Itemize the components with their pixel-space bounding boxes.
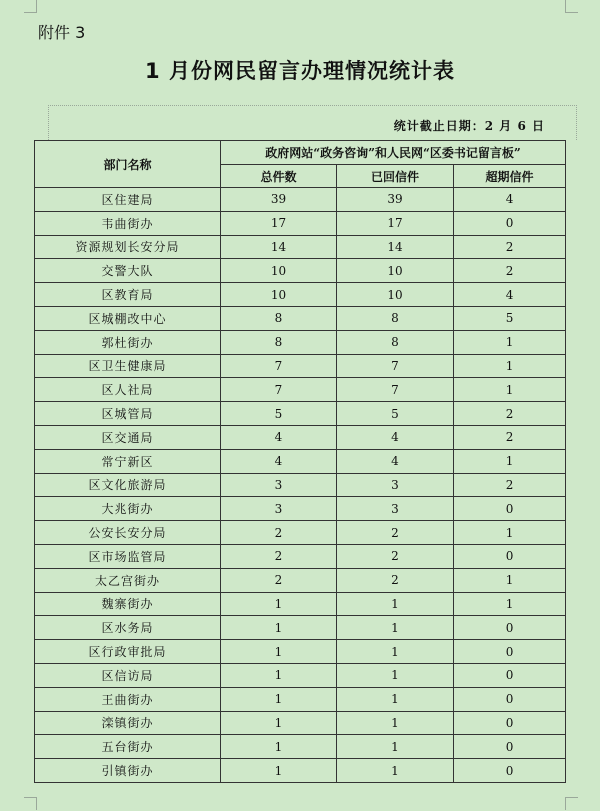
replied-cell: 1 [337, 711, 454, 735]
overdue-cell: 0 [454, 211, 566, 235]
col-replied-header: 已回信件 [337, 165, 454, 188]
replied-cell: 8 [337, 330, 454, 354]
total-cell: 2 [221, 521, 337, 545]
replied-cell: 1 [337, 759, 454, 783]
total-cell: 4 [221, 449, 337, 473]
total-cell: 8 [221, 306, 337, 330]
overdue-cell: 1 [454, 354, 566, 378]
total-cell: 7 [221, 378, 337, 402]
total-cell: 1 [221, 592, 337, 616]
col-overdue-header: 超期信件 [454, 165, 566, 188]
stat-date: 统计截止日期：2 月 6 日 [393, 119, 545, 133]
overdue-cell: 0 [454, 687, 566, 711]
overdue-cell: 1 [454, 521, 566, 545]
table-row [35, 306, 566, 330]
total-cell: 1 [221, 663, 337, 687]
total-cell: 1 [221, 640, 337, 664]
total-cell: 3 [221, 473, 337, 497]
overdue-cell: 0 [454, 759, 566, 783]
replied-cell: 1 [337, 687, 454, 711]
dept-name-cell: 五台街办 [35, 735, 221, 759]
total-cell: 10 [221, 259, 337, 283]
dept-name-cell: 常宁新区 [35, 449, 221, 473]
replied-cell: 5 [337, 402, 454, 426]
dept-name-cell: 滦镇街办 [35, 711, 221, 735]
overdue-cell: 0 [454, 616, 566, 640]
margin-mark-top-left [24, 0, 37, 13]
col-total-header: 总件数 [221, 165, 337, 188]
overdue-cell: 4 [454, 188, 566, 212]
dept-name-cell: 魏寨街办 [35, 592, 221, 616]
total-cell: 1 [221, 735, 337, 759]
total-cell: 14 [221, 235, 337, 259]
replied-cell: 1 [337, 735, 454, 759]
replied-cell: 3 [337, 473, 454, 497]
attachment-label: 附件 3 [38, 23, 86, 42]
total-cell: 1 [221, 616, 337, 640]
replied-cell: 1 [337, 616, 454, 640]
dept-name-cell: 区人社局 [35, 378, 221, 402]
total-cell: 8 [221, 330, 337, 354]
dept-name-cell: 区行政审批局 [35, 640, 221, 664]
table-row [35, 425, 566, 449]
total-cell: 10 [221, 283, 337, 307]
overdue-cell: 0 [454, 711, 566, 735]
replied-cell: 4 [337, 425, 454, 449]
total-cell: 2 [221, 544, 337, 568]
table-row [35, 568, 566, 592]
table-row [35, 283, 566, 307]
total-cell: 5 [221, 402, 337, 426]
dept-name-cell: 区市场监管局 [35, 544, 221, 568]
dept-name-cell: 区交通局 [35, 425, 221, 449]
dept-name-cell: 王曲街办 [35, 687, 221, 711]
dept-name-cell: 公安长安分局 [35, 521, 221, 545]
replied-cell: 7 [337, 378, 454, 402]
dept-name-cell: 韦曲街办 [35, 211, 221, 235]
replied-cell: 14 [337, 235, 454, 259]
table-row [35, 211, 566, 235]
table-row [35, 473, 566, 497]
total-cell: 1 [221, 759, 337, 783]
overdue-cell: 2 [454, 235, 566, 259]
overdue-cell: 1 [454, 330, 566, 354]
replied-cell: 1 [337, 663, 454, 687]
table-row [35, 378, 566, 402]
dept-header: 部门名称 [35, 141, 221, 188]
table-row [35, 449, 566, 473]
table-row [35, 759, 566, 783]
table-row [35, 235, 566, 259]
dept-name-cell: 区城管局 [35, 402, 221, 426]
replied-cell: 2 [337, 521, 454, 545]
dept-name-cell: 引镇街办 [35, 759, 221, 783]
overdue-cell: 0 [454, 663, 566, 687]
page-title: 1 月份网民留言办理情况统计表 [145, 59, 455, 83]
replied-cell: 17 [337, 211, 454, 235]
table-row [35, 735, 566, 759]
dept-name-cell: 区教育局 [35, 283, 221, 307]
table-row [35, 687, 566, 711]
table-row [35, 544, 566, 568]
replied-cell: 2 [337, 568, 454, 592]
total-cell: 1 [221, 711, 337, 735]
total-cell: 7 [221, 354, 337, 378]
replied-cell: 1 [337, 640, 454, 664]
overdue-cell: 0 [454, 497, 566, 521]
dept-name-cell: 区水务局 [35, 616, 221, 640]
report-table [34, 140, 566, 783]
total-cell: 3 [221, 497, 337, 521]
group-header: 政府网站“政务咨询”和人民网“区委书记留言板” [221, 141, 566, 165]
replied-cell: 10 [337, 259, 454, 283]
dept-name-cell: 资源规划长安分局 [35, 235, 221, 259]
table-row [35, 402, 566, 426]
dept-name-cell: 区城棚改中心 [35, 306, 221, 330]
table-row [35, 711, 566, 735]
margin-mark-top-right [565, 0, 578, 13]
total-cell: 39 [221, 188, 337, 212]
table-row [35, 354, 566, 378]
dept-name-cell: 区卫生健康局 [35, 354, 221, 378]
dept-name-cell: 区住建局 [35, 188, 221, 212]
table-header-row [35, 141, 566, 165]
overdue-cell: 2 [454, 425, 566, 449]
table-row [35, 616, 566, 640]
overdue-cell: 0 [454, 735, 566, 759]
replied-cell: 1 [337, 592, 454, 616]
table-row [35, 330, 566, 354]
dept-name-cell: 大兆街办 [35, 497, 221, 521]
dept-name-cell: 区信访局 [35, 663, 221, 687]
total-cell: 2 [221, 568, 337, 592]
table-row [35, 640, 566, 664]
overdue-cell: 1 [454, 568, 566, 592]
table-row [35, 521, 566, 545]
overdue-cell: 2 [454, 473, 566, 497]
table-body [35, 188, 566, 783]
overdue-cell: 1 [454, 592, 566, 616]
replied-cell: 10 [337, 283, 454, 307]
table-row [35, 663, 566, 687]
overdue-cell: 0 [454, 544, 566, 568]
dept-name-cell: 太乙宫街办 [35, 568, 221, 592]
table-row [35, 259, 566, 283]
overdue-cell: 2 [454, 402, 566, 426]
table-row [35, 497, 566, 521]
dept-name-cell: 交警大队 [35, 259, 221, 283]
overdue-cell: 1 [454, 378, 566, 402]
replied-cell: 3 [337, 497, 454, 521]
overdue-cell: 1 [454, 449, 566, 473]
dept-name-cell: 郭杜街办 [35, 330, 221, 354]
total-cell: 4 [221, 425, 337, 449]
replied-cell: 7 [337, 354, 454, 378]
dept-name-cell: 区文化旅游局 [35, 473, 221, 497]
overdue-cell: 0 [454, 640, 566, 664]
overdue-cell: 2 [454, 259, 566, 283]
overdue-cell: 4 [454, 283, 566, 307]
margin-mark-bottom-right [565, 797, 578, 810]
total-cell: 1 [221, 687, 337, 711]
total-cell: 17 [221, 211, 337, 235]
replied-cell: 39 [337, 188, 454, 212]
margin-mark-bottom-left [24, 797, 37, 810]
replied-cell: 2 [337, 544, 454, 568]
table-row [35, 188, 566, 212]
replied-cell: 4 [337, 449, 454, 473]
overdue-cell: 5 [454, 306, 566, 330]
replied-cell: 8 [337, 306, 454, 330]
table-row [35, 592, 566, 616]
